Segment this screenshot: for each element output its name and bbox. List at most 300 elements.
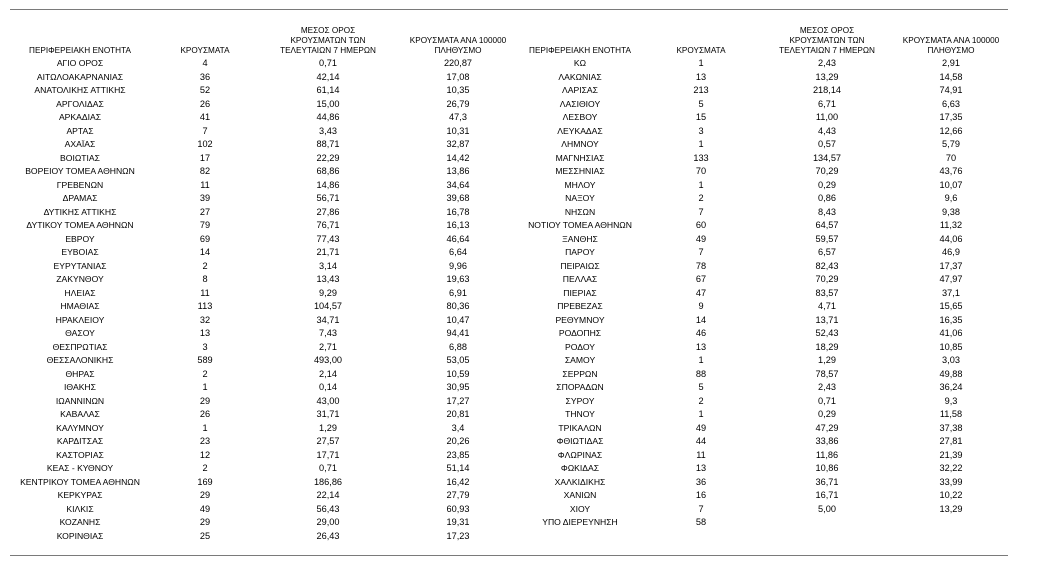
avg-7-days-cell: 83,57 (815, 287, 839, 298)
table-row (520, 111, 1010, 125)
per-100k-cell: 10,47 (446, 314, 470, 325)
avg-7-days-cell: 1,29 (818, 355, 836, 366)
avg-7-days-cell: 44,86 (316, 112, 340, 123)
cases-cell: 79 (199, 220, 211, 231)
cases-cell: 3 (202, 341, 208, 352)
per-100k-cell: 9,96 (449, 260, 467, 271)
region-cell: ΘΕΣΣΑΛΟΝΙΚΗΣ (46, 355, 114, 366)
table-row (10, 273, 520, 287)
right-header-row (520, 14, 1010, 57)
table-row (10, 84, 520, 98)
avg-7-days-cell: 56,71 (316, 193, 340, 204)
region-cell: ΠΕΙΡΑΙΩΣ (560, 260, 600, 271)
avg-7-days-cell: 29,00 (316, 517, 340, 528)
cases-cell: 13 (695, 341, 707, 352)
table-row (10, 489, 520, 503)
per-100k-cell: 5,79 (942, 139, 960, 150)
per-100k-cell: 14,58 (939, 71, 963, 82)
per-100k-cell: 19,31 (446, 517, 470, 528)
table-row (520, 84, 1010, 98)
avg-7-days-cell: 2,14 (319, 368, 337, 379)
cases-cell: 2 (698, 193, 704, 204)
per-100k-cell: 16,13 (446, 220, 470, 231)
region-cell: ΝΗΣΩΝ (564, 206, 596, 217)
right-cases-table (520, 14, 1010, 530)
table-row (520, 449, 1010, 463)
table-row (520, 179, 1010, 193)
per-100k-cell: 32,87 (446, 139, 470, 150)
avg-7-days-cell: 36,71 (815, 476, 839, 487)
per-100k-cell: 17,37 (939, 260, 963, 271)
avg-7-days-cell: 0,57 (818, 139, 836, 150)
region-cell: ΤΗΝΟΥ (565, 409, 595, 420)
per-100k-cell: 13,29 (939, 503, 963, 514)
avg-7-days-cell: 0,71 (319, 58, 337, 69)
table-row (10, 165, 520, 179)
region-cell: ΚΙΛΚΙΣ (66, 503, 94, 514)
cases-cell: 13 (695, 71, 707, 82)
avg-7-days-cell: 1,29 (319, 422, 337, 433)
region-cell: ΓΡΕΒΕΝΩΝ (56, 179, 104, 190)
cases-cell: 9 (698, 301, 704, 312)
table-row (520, 354, 1010, 368)
table-row (520, 368, 1010, 382)
region-cell: ΧΙΟΥ (569, 503, 591, 514)
cases-cell: 26 (199, 98, 211, 109)
per-100k-cell: 10,22 (939, 490, 963, 501)
region-cell: ΑΧΑΪΑΣ (64, 139, 96, 150)
avg-7-days-cell: 34,71 (316, 314, 340, 325)
cases-cell: 15 (695, 112, 707, 123)
table-row (10, 516, 520, 530)
avg-7-days-cell: 22,14 (316, 490, 340, 501)
region-cell: ΛΑΡΙΣΑΣ (562, 85, 598, 96)
region-cell: ΡΟΔΟΠΗΣ (558, 328, 602, 339)
region-cell: ΘΗΡΑΣ (65, 368, 95, 379)
avg-7-days-cell: 493,00 (313, 355, 343, 366)
per-100k-cell: 6,91 (449, 287, 467, 298)
table-row (10, 462, 520, 476)
table-row (10, 314, 520, 328)
region-cell: ΑΝΑΤΟΛΙΚΗΣ ΑΤΤΙΚΗΣ (34, 85, 126, 96)
avg-7-days-cell: 42,14 (316, 71, 340, 82)
avg-7-days-cell: 5,00 (818, 503, 836, 514)
table-row (10, 449, 520, 463)
per-100k-cell: 43,76 (939, 166, 963, 177)
per-100k-cell: 11,58 (939, 409, 963, 420)
avg-7-days-cell: 8,43 (818, 206, 836, 217)
table-row (520, 206, 1010, 220)
region-cell: ΧΑΛΚΙΔΙΚΗΣ (554, 476, 606, 487)
table-row (520, 71, 1010, 85)
region-cell: ΝΑΞΟΥ (565, 193, 595, 204)
table-row (10, 300, 520, 314)
per-100k-cell: 13,86 (446, 166, 470, 177)
table-row (520, 341, 1010, 355)
per-100k-cell: 47,97 (939, 274, 963, 285)
avg-7-days-cell: 0,71 (319, 463, 337, 474)
avg-7-days-cell: 13,71 (815, 314, 839, 325)
per-100k-cell: 16,78 (446, 206, 470, 217)
cases-cell: 44 (695, 436, 707, 447)
cases-cell: 1 (698, 355, 704, 366)
cases-cell: 1 (698, 58, 704, 69)
per-100k-cell: 36,24 (939, 382, 963, 393)
region-cell: ΜΕΣΣΗΝΙΑΣ (555, 166, 605, 177)
cases-cell: 13 (199, 328, 211, 339)
per-100k-cell: 9,3 (944, 395, 958, 406)
region-cell: ΡΟΔΟΥ (565, 341, 595, 352)
region-cell: ΦΛΩΡΙΝΑΣ (557, 449, 603, 460)
table-row (520, 246, 1010, 260)
avg-7-days-cell: 61,14 (316, 85, 340, 96)
cases-cell: 7 (698, 206, 704, 217)
cases-cell: 2 (202, 463, 208, 474)
region-cell: ΙΩΑΝΝΙΝΩΝ (55, 395, 105, 406)
per-100k-cell: 17,08 (446, 71, 470, 82)
per-100k-cell: 30,95 (446, 382, 470, 393)
table-row (10, 111, 520, 125)
per-100k-cell: 41,06 (939, 328, 963, 339)
cases-cell: 5 (698, 98, 704, 109)
region-cell: ΦΘΙΩΤΙΔΑΣ (556, 436, 604, 447)
per-100k-cell: 11,32 (939, 220, 963, 231)
per-100k-cell: 6,88 (449, 341, 467, 352)
per-100k-cell: 15,65 (939, 301, 963, 312)
cases-cell: 12 (199, 449, 211, 460)
region-cell: ΚΩ (573, 58, 587, 69)
cases-cell: 26 (199, 409, 211, 420)
header-region: ΠΕΡΙΦΕΡΕΙΑΚΗ ΕΝΟΤΗΤΑ (529, 46, 631, 55)
avg-7-days-cell: 0,29 (818, 179, 836, 190)
table-row (520, 489, 1010, 503)
table-row (10, 354, 520, 368)
header-avg-7-days: ΜΕΣΟΣ ΟΡΟΣ ΚΡΟΥΣΜΑΤΩΝ ΤΩΝ ΤΕΛΕΥΤΑΙΩΝ 7 ΗΜΕΡΩΝ (779, 26, 875, 55)
table-row (520, 476, 1010, 490)
per-100k-cell: 23,85 (446, 449, 470, 460)
avg-7-days-cell: 68,86 (316, 166, 340, 177)
per-100k-cell: 94,41 (446, 328, 470, 339)
per-100k-cell: 6,63 (942, 98, 960, 109)
table-row (10, 71, 520, 85)
cases-cell: 70 (695, 166, 707, 177)
avg-7-days-cell: 52,43 (815, 328, 839, 339)
table-row (520, 165, 1010, 179)
per-100k-cell: 33,99 (939, 476, 963, 487)
cases-cell: 11 (200, 287, 210, 298)
cases-cell: 82 (199, 166, 211, 177)
cases-cell: 27 (199, 206, 211, 217)
avg-7-days-cell: 7,43 (319, 328, 337, 339)
table-row (10, 219, 520, 233)
avg-7-days-cell: 27,86 (316, 206, 340, 217)
region-cell: ΚΑΛΥΜΝΟΥ (56, 422, 104, 433)
per-100k-cell: 21,39 (939, 449, 963, 460)
per-100k-cell: 12,66 (939, 125, 963, 136)
cases-cell: 2 (202, 260, 208, 271)
region-cell: ΛΑΚΩΝΙΑΣ (558, 71, 602, 82)
cases-cell: 39 (199, 193, 211, 204)
per-100k-cell: 53,05 (446, 355, 470, 366)
region-cell: ΕΥΒΟΙΑΣ (61, 247, 99, 258)
left-table-panel (10, 14, 520, 543)
region-cell: ΚΑΣΤΟΡΙΑΣ (56, 449, 104, 460)
region-cell: ΖΑΚΥΝΘΟΥ (56, 274, 104, 285)
cases-cell: 78 (695, 260, 707, 271)
table-row (10, 138, 520, 152)
table-row (520, 381, 1010, 395)
avg-7-days-cell: 17,71 (316, 449, 340, 460)
region-cell: ΔΥΤΙΚΟΥ ΤΟΜΕΑ ΑΘΗΝΩΝ (26, 220, 134, 231)
per-100k-cell: 17,27 (446, 395, 470, 406)
avg-7-days-cell: 2,43 (818, 58, 836, 69)
cases-cell: 88 (695, 368, 707, 379)
per-100k-cell: 27,81 (939, 436, 963, 447)
region-cell: ΡΕΘΥΜΝΟΥ (555, 314, 605, 325)
avg-7-days-cell: 9,29 (319, 287, 337, 298)
left-header-row (10, 14, 520, 57)
table-row (10, 435, 520, 449)
per-100k-cell: 10,07 (939, 179, 963, 190)
region-cell: ΗΡΑΚΛΕΙΟΥ (55, 314, 105, 325)
avg-7-days-cell: 31,71 (316, 409, 340, 420)
avg-7-days-cell: 22,29 (316, 152, 340, 163)
header-cases: ΚΡΟΥΣΜΑΤΑ (180, 46, 230, 55)
avg-7-days-cell: 2,43 (818, 382, 836, 393)
per-100k-cell: 70 (945, 152, 957, 163)
cases-cell: 7 (202, 125, 208, 136)
region-cell: ΚΑΒΑΛΑΣ (60, 409, 100, 420)
per-100k-cell: 220,87 (443, 58, 473, 69)
table-row (520, 435, 1010, 449)
avg-7-days-cell: 4,43 (818, 125, 836, 136)
table-row (10, 327, 520, 341)
table-row (520, 260, 1010, 274)
region-cell: ΣΥΡΟΥ (565, 395, 595, 406)
per-100k-cell: 10,31 (446, 125, 470, 136)
region-cell: ΣΕΡΡΩΝ (562, 368, 598, 379)
region-cell: ΦΩΚΙΔΑΣ (560, 463, 600, 474)
cases-cell: 58 (695, 517, 707, 528)
cases-cell: 49 (199, 503, 211, 514)
avg-7-days-cell: 33,86 (815, 436, 839, 447)
per-100k-cell: 20,26 (446, 436, 470, 447)
table-row (520, 462, 1010, 476)
avg-7-days-cell: 186,86 (313, 476, 343, 487)
avg-7-days-cell: 4,71 (818, 301, 836, 312)
header-cases: ΚΡΟΥΣΜΑΤΑ (676, 46, 726, 55)
per-100k-cell: 3,4 (451, 422, 465, 433)
region-cell: ΒΟΡΕΙΟΥ ΤΟΜΕΑ ΑΘΗΝΩΝ (25, 166, 135, 177)
avg-7-days-cell: 6,71 (818, 98, 836, 109)
per-100k-cell: 16,42 (446, 476, 470, 487)
table-row (520, 422, 1010, 436)
per-100k-cell: 27,79 (446, 490, 470, 501)
avg-7-days-cell: 2,71 (319, 341, 337, 352)
cases-cell: 29 (199, 490, 211, 501)
avg-7-days-cell: 78,57 (815, 368, 839, 379)
avg-7-days-cell: 13,43 (316, 274, 340, 285)
region-cell: ΒΟΙΩΤΙΑΣ (60, 152, 100, 163)
avg-7-days-cell: 13,29 (815, 71, 839, 82)
table-row (10, 246, 520, 260)
cases-cell: 69 (199, 233, 211, 244)
table-row (10, 206, 520, 220)
cases-cell: 8 (202, 274, 208, 285)
top-rule (10, 9, 1008, 10)
avg-7-days-cell: 3,43 (319, 125, 337, 136)
region-cell: ΥΠΟ ΔΙΕΡΕΥΝΗΣΗ (542, 517, 618, 528)
table-row (10, 422, 520, 436)
table-row (10, 368, 520, 382)
region-cell: ΧΑΝΙΩΝ (563, 490, 597, 501)
table-row (10, 503, 520, 517)
per-100k-cell: 60,93 (446, 503, 470, 514)
table-row (10, 192, 520, 206)
region-cell: ΔΥΤΙΚΗΣ ΑΤΤΙΚΗΣ (43, 206, 117, 217)
region-cell: ΑΙΤΩΛΟΑΚΑΡΝΑΝΙΑΣ (36, 71, 124, 82)
avg-7-days-cell: 0,14 (319, 382, 337, 393)
right-table-body (520, 57, 1010, 530)
avg-7-days-cell (762, 516, 892, 530)
region-cell: ΛΗΜΝΟΥ (561, 139, 599, 150)
region-cell: ΝΟΤΙΟΥ ΤΟΜΕΑ ΑΘΗΝΩΝ (528, 220, 632, 231)
cases-cell: 36 (199, 71, 211, 82)
table-row (520, 395, 1010, 409)
table-row (10, 57, 520, 71)
avg-7-days-cell: 43,00 (316, 395, 340, 406)
region-cell: ΚΑΡΔΙΤΣΑΣ (56, 436, 104, 447)
cases-cell: 14 (695, 314, 707, 325)
cases-cell: 102 (197, 139, 213, 150)
table-row (10, 233, 520, 247)
avg-7-days-cell: 82,43 (815, 260, 839, 271)
table-row (10, 395, 520, 409)
avg-7-days-cell: 3,14 (319, 260, 337, 271)
region-cell: ΠΕΛΛΑΣ (562, 274, 598, 285)
table-row (520, 125, 1010, 139)
avg-7-days-cell: 10,86 (815, 463, 839, 474)
region-cell: ΛΑΣΙΘΙΟΥ (559, 98, 601, 109)
cases-cell: 2 (202, 368, 208, 379)
table-row (520, 192, 1010, 206)
avg-7-days-cell: 64,57 (815, 220, 839, 231)
table-row (520, 219, 1010, 233)
avg-7-days-cell: 70,29 (815, 274, 839, 285)
header-per-100k: ΚΡΟΥΣΜΑΤΑ ΑΝΑ 100000 ΠΛΗΘΥΣΜΟ (409, 36, 507, 55)
per-100k-cell (892, 516, 1010, 530)
avg-7-days-cell: 59,57 (815, 233, 839, 244)
table-row (520, 98, 1010, 112)
region-cell: ΚΟΖΑΝΗΣ (59, 517, 101, 528)
avg-7-days-cell: 15,00 (316, 98, 340, 109)
region-cell: ΘΑΣΟΥ (65, 328, 95, 339)
table-row (10, 260, 520, 274)
cases-cell: 14 (199, 247, 211, 258)
avg-7-days-cell: 88,71 (316, 139, 340, 150)
right-table-panel (520, 14, 1010, 530)
cases-cell: 49 (695, 422, 707, 433)
avg-7-days-cell: 0,29 (818, 409, 836, 420)
per-100k-cell: 47,3 (449, 112, 467, 123)
left-table-body (10, 57, 520, 543)
per-100k-cell: 37,1 (942, 287, 960, 298)
table-row (520, 503, 1010, 517)
cases-cell: 2 (698, 395, 704, 406)
cases-cell: 23 (199, 436, 211, 447)
avg-7-days-cell: 56,43 (316, 503, 340, 514)
region-cell: ΑΡΚΑΔΙΑΣ (58, 112, 102, 123)
region-cell: ΠΑΡΟΥ (565, 247, 595, 258)
table-row (10, 125, 520, 139)
cases-cell: 52 (199, 85, 211, 96)
table-row (520, 516, 1010, 530)
region-cell: ΑΡΤΑΣ (66, 125, 94, 136)
avg-7-days-cell: 11,86 (815, 449, 839, 460)
avg-7-days-cell: 47,29 (815, 422, 839, 433)
cases-cell: 169 (197, 476, 213, 487)
per-100k-cell: 51,14 (446, 463, 470, 474)
cases-cell: 1 (698, 179, 704, 190)
cases-cell: 67 (695, 274, 707, 285)
per-100k-cell: 19,63 (446, 274, 470, 285)
per-100k-cell: 10,85 (939, 341, 963, 352)
cases-cell: 1 (698, 139, 704, 150)
per-100k-cell: 17,23 (446, 530, 470, 541)
per-100k-cell: 10,35 (446, 85, 470, 96)
cases-cell: 213 (693, 85, 709, 96)
per-100k-cell: 17,35 (939, 112, 963, 123)
avg-7-days-cell: 21,71 (316, 247, 340, 258)
cases-cell: 1 (202, 422, 208, 433)
table-row (10, 152, 520, 166)
table-row (10, 381, 520, 395)
per-100k-cell: 39,68 (446, 193, 470, 204)
region-cell: ΙΘΑΚΗΣ (64, 382, 96, 393)
region-cell: ΚΕΑΣ - ΚΥΘΝΟΥ (46, 463, 114, 474)
cases-cell: 7 (698, 503, 704, 514)
table-row (10, 179, 520, 193)
region-cell: ΕΒΡΟΥ (65, 233, 95, 244)
left-cases-table (10, 14, 520, 543)
table-row (520, 314, 1010, 328)
avg-7-days-cell: 76,71 (316, 220, 340, 231)
cases-cell: 46 (695, 328, 707, 339)
per-100k-cell: 46,9 (942, 247, 960, 258)
cases-cell: 589 (197, 355, 213, 366)
bottom-rule (10, 555, 1008, 556)
region-cell: ΣΠΟΡΑΔΩΝ (556, 382, 604, 393)
per-100k-cell: 10,59 (446, 368, 470, 379)
region-cell: ΠΙΕΡΙΑΣ (563, 287, 597, 298)
per-100k-cell: 14,42 (446, 152, 470, 163)
avg-7-days-cell: 18,29 (815, 341, 839, 352)
table-row (520, 408, 1010, 422)
header-avg-7-days: ΜΕΣΟΣ ΟΡΟΣ ΚΡΟΥΣΜΑΤΩΝ ΤΩΝ ΤΕΛΕΥΤΑΙΩΝ 7 ΗΜΕΡΩΝ (280, 26, 376, 55)
per-100k-cell: 80,36 (446, 301, 470, 312)
avg-7-days-cell: 134,57 (812, 152, 842, 163)
per-100k-cell: 32,22 (939, 463, 963, 474)
region-cell: ΣΑΜΟΥ (564, 355, 596, 366)
table-row (520, 233, 1010, 247)
per-100k-cell: 6,64 (449, 247, 467, 258)
table-row (520, 57, 1010, 71)
avg-7-days-cell: 16,71 (815, 490, 839, 501)
avg-7-days-cell: 104,57 (313, 301, 343, 312)
table-row (10, 476, 520, 490)
region-cell: ΜΗΛΟΥ (564, 179, 596, 190)
header-region: ΠΕΡΙΦΕΡΕΙΑΚΗ ΕΝΟΤΗΤΑ (29, 46, 131, 55)
